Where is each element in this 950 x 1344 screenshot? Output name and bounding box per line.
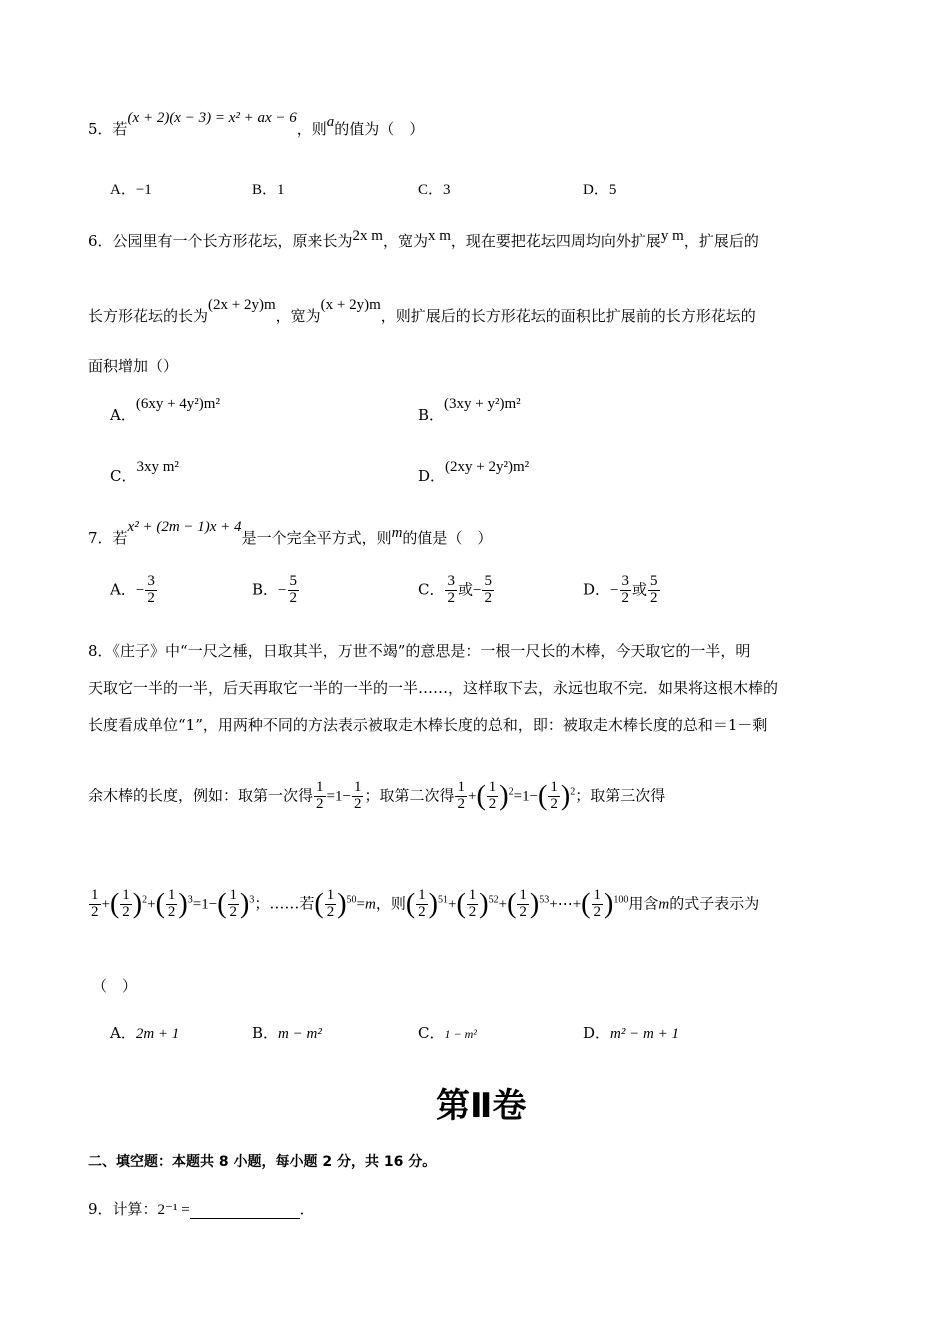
option-label: D． — [583, 580, 611, 599]
q6-option-c-value: 3xy m² — [136, 459, 179, 475]
denominator: 2 — [91, 903, 99, 920]
q9-number: 9．计算： — [88, 1200, 158, 1218]
numerator: 1 — [316, 779, 324, 795]
q5-variable: a — [326, 114, 335, 130]
exponent: 2 — [142, 894, 148, 906]
numerator: 3 — [621, 573, 629, 589]
equals-sign: = — [326, 788, 335, 805]
q7-option-d[interactable] — [583, 574, 661, 607]
denominator: 2 — [484, 589, 492, 606]
option-label: A． — [110, 406, 136, 424]
q6-text: ，宽为 — [275, 307, 321, 325]
q5-text-end: 的值为（ ） — [334, 120, 425, 138]
option-label: C． — [418, 1024, 445, 1042]
denominator: 2 — [353, 795, 362, 812]
q6-text: 6．公园里有一个长方形花坛，原来长为 — [88, 232, 353, 250]
numerator: 5 — [289, 573, 297, 589]
numerator: 1 — [488, 779, 497, 795]
option-label: C． — [110, 467, 137, 485]
option-label: C． — [418, 580, 445, 599]
numerator: 5 — [484, 573, 492, 589]
numerator: 1 — [550, 779, 558, 795]
q6-length-1: 2x m — [352, 228, 383, 244]
q6-text: ，则扩展后的长方形花坛的面积比扩展前的长方形花坛的 — [380, 307, 756, 325]
or-word: 或 — [457, 580, 473, 599]
denominator: 2 — [167, 903, 176, 920]
numerator: 3 — [147, 573, 155, 589]
fraction — [517, 888, 529, 921]
plus-sign: + — [467, 788, 477, 805]
fraction — [352, 780, 364, 813]
or-word: 或 — [632, 580, 648, 599]
minus-sign: − — [473, 582, 482, 599]
q7-expression: x² + (2m − 1)x + 4 — [127, 519, 242, 535]
option-label: D． — [418, 467, 446, 485]
minus-sign: − — [529, 788, 539, 805]
fraction — [487, 780, 499, 813]
q6-option-c[interactable] — [110, 455, 179, 485]
q7-stem — [88, 519, 493, 548]
q6-option-a-value: (6xy + 4y²)m² — [135, 396, 220, 412]
q6-line-1 — [88, 230, 759, 251]
numerator: 1 — [122, 887, 130, 903]
denominator: 2 — [621, 589, 629, 606]
option-label: B． — [418, 406, 445, 424]
fraction — [89, 888, 101, 921]
fraction — [288, 574, 300, 607]
denominator: 2 — [326, 903, 335, 920]
q8-text: ；……若 — [254, 894, 315, 913]
q7-option-a[interactable] — [110, 574, 158, 607]
q6-width-2: (x + 2y)m — [320, 297, 381, 313]
fraction — [467, 888, 479, 921]
section-title: 第Ⅱ卷 — [436, 1086, 527, 1126]
exponent: 2 — [508, 786, 514, 798]
q7-text-end: 的值是（ ） — [402, 529, 493, 547]
q6-option-d[interactable] — [418, 455, 530, 485]
q5-text: ，则 — [296, 120, 327, 138]
one: 1 — [201, 896, 209, 913]
q6-length-2: (2x + 2y)m — [208, 297, 276, 313]
numerator: 1 — [593, 887, 601, 903]
numerator: 1 — [229, 887, 238, 903]
q7-number: 7．若 — [88, 529, 128, 547]
exponent: 53 — [539, 894, 550, 906]
q5-number: 5．若 — [88, 120, 128, 138]
q5-option-b[interactable]: B．1 — [252, 182, 285, 198]
one: 1 — [334, 788, 343, 805]
q8-option-d[interactable] — [583, 1022, 679, 1043]
numerator: 5 — [650, 573, 658, 589]
denominator: 2 — [488, 795, 497, 812]
equals-sign: = — [192, 896, 202, 913]
fraction — [648, 574, 660, 607]
q8-text: 用含 — [628, 894, 659, 913]
option-label: A． — [110, 580, 136, 599]
denominator: 2 — [550, 795, 558, 812]
fraction — [548, 780, 560, 813]
denominator: 2 — [316, 795, 324, 812]
numerator: 3 — [447, 573, 455, 589]
q6-text: ，宽为 — [382, 232, 428, 250]
numerator: 1 — [468, 887, 477, 903]
one: 1 — [522, 788, 530, 805]
exponent: 52 — [488, 894, 499, 906]
denominator: 2 — [457, 795, 465, 812]
q9-text-end: ． — [299, 1200, 315, 1218]
minus-sign: − — [342, 788, 351, 805]
ellipsis-sum: +⋯+ — [549, 896, 582, 913]
q8-option-c[interactable] — [418, 1022, 477, 1043]
q6-line-2 — [88, 297, 756, 326]
q8-text: ；取第三次得 — [575, 786, 666, 805]
exponent: 2 — [570, 786, 576, 798]
fraction — [166, 888, 178, 921]
denominator: 2 — [650, 589, 658, 606]
fraction — [416, 888, 428, 921]
q8-text: 余木棒的长度，例如：取第一次得 — [88, 786, 314, 805]
plus-sign: + — [448, 896, 457, 913]
option-label: A． — [110, 1024, 136, 1042]
denominator: 2 — [447, 589, 455, 606]
q9-expression: 2⁻¹ = — [157, 1202, 190, 1218]
q8-text: ；取第二次得 — [364, 786, 455, 805]
plus-sign: + — [498, 896, 508, 913]
fraction — [482, 574, 494, 607]
numerator: 1 — [167, 887, 176, 903]
q8-option-b[interactable] — [252, 1022, 322, 1043]
denominator: 2 — [289, 589, 297, 606]
q8-option-b-value: m − m² — [278, 1026, 322, 1042]
numerator: 1 — [353, 779, 362, 795]
denominator: 2 — [147, 589, 155, 606]
denominator: 2 — [418, 903, 426, 920]
denominator: 2 — [229, 903, 238, 920]
minus-sign: − — [278, 582, 287, 599]
denominator: 2 — [519, 903, 527, 920]
q7-variable: m — [391, 525, 403, 541]
q5-option-a[interactable]: A．−1 — [110, 182, 152, 198]
exponent: 3 — [187, 894, 193, 906]
option-label: B． — [252, 580, 279, 599]
fraction — [620, 574, 632, 607]
denominator: 2 — [593, 903, 601, 920]
fraction — [228, 888, 240, 921]
q6-text: 长方形花坛的长为 — [88, 307, 209, 325]
q5-option-d[interactable]: D．5 — [583, 182, 617, 198]
minus-sign: − — [208, 896, 218, 913]
q8-option-c-value: 1 − m² — [444, 1027, 477, 1041]
plus-sign: + — [147, 896, 156, 913]
q6-option-b-value: (3xy + y²)m² — [444, 396, 521, 412]
option-label: B． — [252, 1024, 279, 1042]
q8-option-a[interactable] — [110, 1022, 179, 1043]
fraction — [455, 780, 467, 813]
q8-line-5: $\frac{1}{2}$ +( $\frac{1}{2}$ )$^2$+( $\frac{1}{2}$ )$^3$=1−( $\frac{1}{2}$ )$^3$；……若( $\frac{1}{2}$ )$^{50}$=m，则( $\frac{1}{2}$ )$^{51}$+( $\frac{1}{2}$ )$^{52}$+( $\frac{1}{2}$ )$^{53}$+⋯+( $\frac{1}{2}$ )$^{100}$用含m的式子表示为 — [91, 887, 760, 920]
fraction — [314, 780, 326, 813]
fraction — [325, 888, 337, 921]
q8-line-6: （ ） — [92, 977, 138, 995]
q7-text: 是一个完全平方式，则 — [241, 529, 392, 547]
exponent: 3 — [249, 894, 255, 906]
q8-text: ，则 — [375, 894, 406, 913]
denominator: 2 — [122, 903, 130, 920]
q6-line-3: 面积增加（） — [88, 357, 179, 375]
exponent: 51 — [438, 894, 448, 906]
q8-line-2: 天取它一半的一半，后天再取它一半的一半的一半……，这样取下去，永远也取不完．如果将这根木棒的 — [88, 679, 779, 697]
q6-option-b[interactable] — [418, 392, 521, 424]
numerator: 1 — [326, 887, 335, 903]
numerator: 1 — [91, 887, 99, 903]
q8-line-1: 8．《庄子》中“一尺之棰，日取其半，万世不竭”的意思是：一根一尺长的木棒，今天取它的一半，明 — [88, 642, 751, 660]
q5-stem — [88, 110, 425, 139]
numerator: 1 — [418, 887, 426, 903]
q6-text: ，现在要把花坛四周均向外扩展 — [450, 232, 661, 250]
q6-option-a[interactable] — [110, 392, 220, 424]
q8-option-a-value: 2m + 1 — [135, 1026, 180, 1042]
fraction — [445, 574, 457, 607]
q9-stem — [88, 1198, 315, 1219]
equals-sign: = — [513, 788, 523, 805]
section-heading: 二、填空题：本题共 8 小题，每小题 2 分，共 16 分。 — [88, 1154, 437, 1170]
q5-option-c[interactable]: C．3 — [418, 182, 451, 198]
minus-sign: − — [135, 582, 145, 599]
fraction — [145, 574, 157, 607]
minus-sign: − — [610, 582, 619, 599]
fraction — [120, 888, 132, 921]
q6-option-d-value: (2xy + 2y²)m² — [445, 459, 530, 475]
answer-blank[interactable] — [190, 1204, 300, 1219]
q6-width-1: x m — [427, 228, 451, 244]
variable-m: m — [364, 896, 376, 913]
q6-extension: y m — [660, 228, 684, 244]
q8-option-d-value: m² − m + 1 — [610, 1026, 679, 1042]
exponent: 100 — [613, 894, 629, 906]
q7-option-c[interactable] — [418, 574, 495, 607]
q7-option-b[interactable] — [252, 574, 300, 607]
q8-text: 的式子表示为 — [669, 894, 760, 913]
exponent: 50 — [346, 894, 357, 906]
numerator: 1 — [519, 887, 527, 903]
denominator: 2 — [468, 903, 477, 920]
numerator: 1 — [457, 779, 465, 795]
q8-line-3: 长度看成单位“1”，用两种不同的方法表示被取走木棒长度的总和，即：被取走木棒长度的总和＝1－剩 — [88, 716, 768, 734]
option-label: D． — [583, 1024, 611, 1042]
variable-m: m — [658, 896, 670, 913]
q6-text: ，扩展后的 — [683, 232, 759, 250]
equals-sign: = — [356, 896, 365, 913]
fraction — [592, 888, 604, 921]
q5-equation: (x + 2)(x − 3) = x² + ax − 6 — [127, 110, 297, 126]
plus-sign: + — [101, 896, 110, 913]
q8-line-4: 余木棒的长度，例如：取第一次得 $\frac{1}{2}$ =1− $\frac{1}{2}$ ；取第二次得 $\frac{1}{2}$ +( $\frac{1}{2}$ )$^2$=1−( $\frac{1}{2}$ )$^2$；取第三次得 — [88, 779, 666, 812]
